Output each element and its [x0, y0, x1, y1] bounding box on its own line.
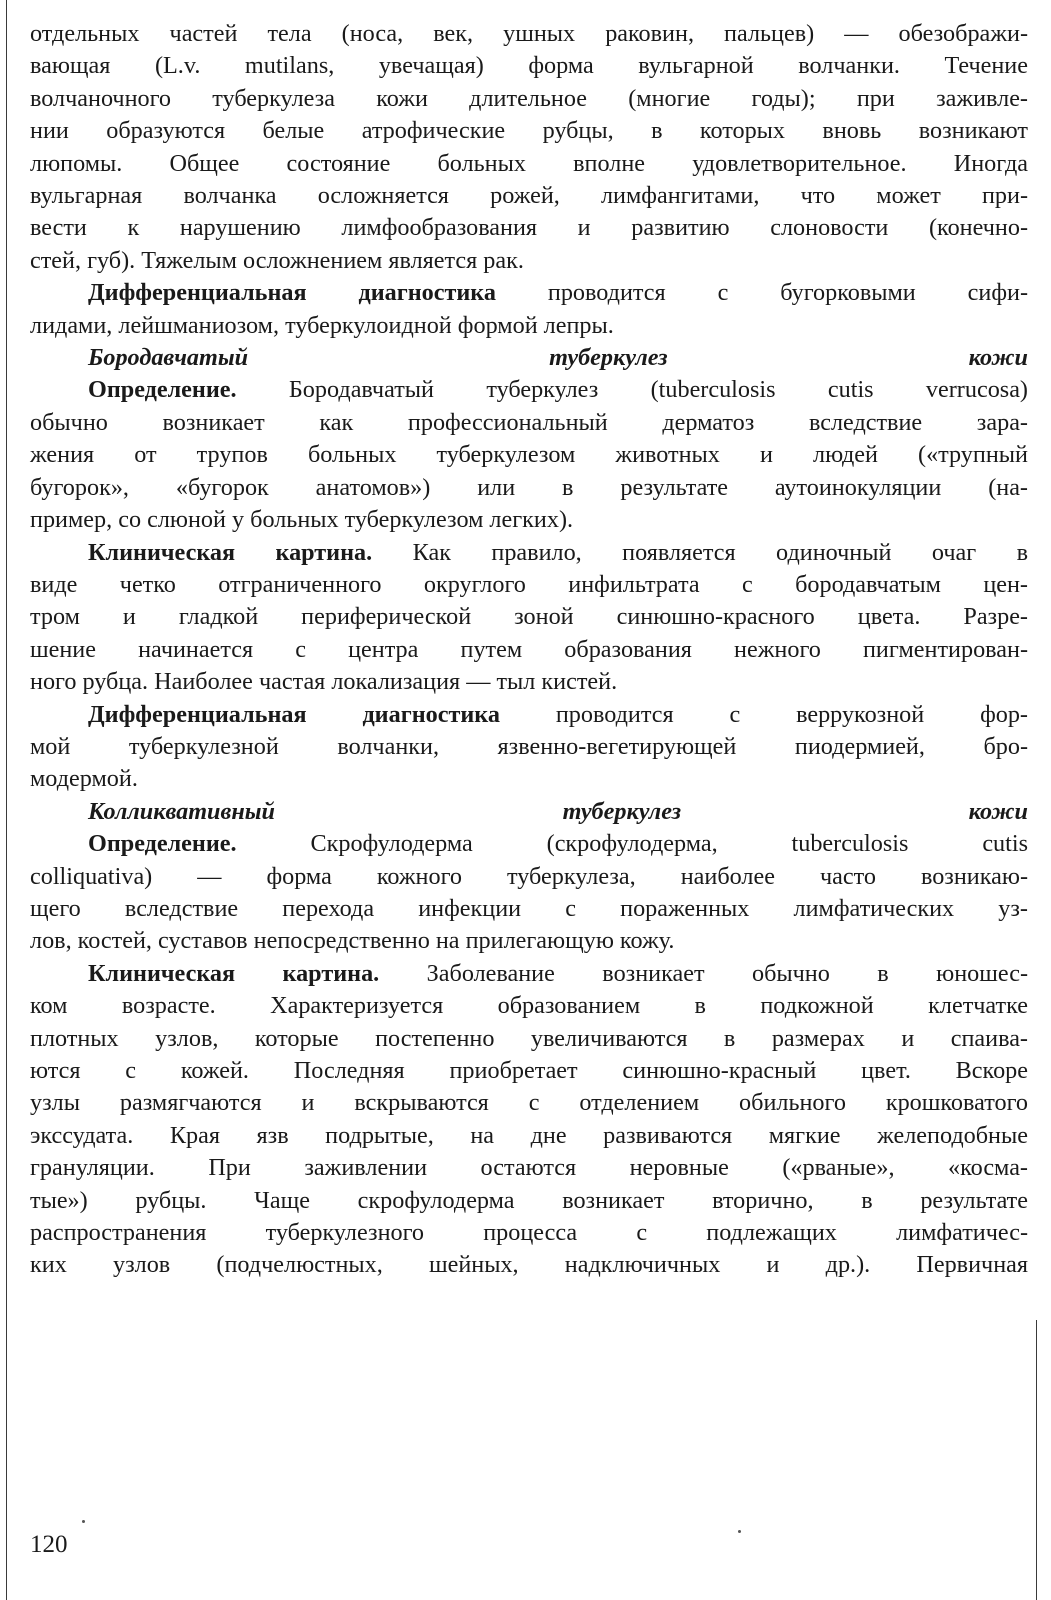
text-line: стей, губ). Тяжелым осложнением является рак. — [30, 246, 524, 274]
text-line: плотных узлов, которые постепенно увеличиваются в размерах и спаива- — [30, 1024, 1028, 1052]
page-left-border — [6, 0, 7, 1600]
text-line: ких узлов (подчелюстных, шейных, надключичных и др.). Первичная — [30, 1251, 1028, 1279]
text-line: щего вследствие перехода инфекции с пораженных лимфатических уз- — [30, 894, 1028, 922]
text-fragment: Как правило, появляется одиночный очаг в — [372, 538, 1028, 566]
paragraph-lead: Клиническая картина. — [88, 538, 373, 566]
text-fragment: проводится с веррукозной фор- — [499, 700, 1028, 728]
page-right-border — [1036, 1320, 1037, 1600]
text-line: нии образуются белые атрофические рубцы, в которых вновь возникают — [30, 117, 1028, 145]
text-line — [30, 537, 1028, 569]
text-line: тром и гладкой периферической зоной синюшно-красного цвета. Разре- — [30, 603, 1028, 631]
paragraph-clinical-colliquative — [30, 958, 1028, 1282]
text-line: жения от трупов больных туберкулезом животных и людей («трупный — [30, 441, 1028, 469]
paragraph-lead: Определение. — [88, 376, 237, 404]
text-fragment: Скрофулодерма (скрофулодерма, tuberculosis cutis — [236, 830, 1028, 858]
text-line — [30, 277, 1028, 309]
text-line: люпомы. Общее состояние больных вполне удовлетворительное. Иногда — [30, 149, 1028, 177]
text-line: шение начинается с центра путем образования нежного пигментирован- — [30, 635, 1028, 663]
text-line: отдельных частей тела (носа, век, ушных раковин, пальцев) — обезображи- — [30, 20, 1028, 47]
text-line: ного рубца. Наиболее частая локализация — тыл кистей. — [30, 668, 618, 696]
text-line: пример, со слюной у больных туберкулезом легких). — [30, 506, 574, 534]
text-line — [30, 699, 1028, 731]
text-line: грануляции. При заживлении остаются неровные («рваные», «косма- — [30, 1154, 1028, 1182]
scan-speck — [82, 1520, 85, 1523]
paragraph-continuation — [30, 18, 1028, 277]
text-fragment: Заболевание возникает обычно в юношес- — [379, 959, 1028, 987]
text-line — [30, 828, 1028, 860]
text-column — [30, 18, 1028, 1282]
paragraph-lead: Дифференциальная диагностика — [88, 700, 500, 728]
text-line — [30, 374, 1028, 406]
section-heading-verrucous: Бородавчатый туберкулез кожи — [88, 344, 1028, 372]
text-line: виде четко отграниченного округлого инфильтрата с бородавчатым цен- — [30, 570, 1028, 598]
section-heading-colliquative: Колликвативный туберкулез кожи — [88, 797, 1028, 825]
text-line: узлы размягчаются и вскрываются с отделением обильного крошковатого — [30, 1089, 1028, 1117]
text-line: ются с кожей. Последняя приобретает синюшно-красный цвет. Вскоре — [30, 1057, 1028, 1084]
text-line: мой туберкулезной волчанки, язвенно-вегетирующей пиодермией, бро- — [30, 732, 1028, 760]
text-line: тые») рубцы. Чаще скрофулодерма возникает вторично, в результате — [30, 1186, 1028, 1214]
text-line: распространения туберкулезного процесса с подлежащих лимфатичес- — [30, 1219, 1028, 1247]
paragraph-differential-lupus — [30, 277, 1028, 342]
paragraph-definition-colliquative — [30, 828, 1028, 958]
text-line: волчаночного туберкулеза кожи длительное (многие годы); при заживле- — [30, 84, 1028, 112]
text-line: бугорок», «бугорок анатомов») или в результате аутоинокуляции (на- — [30, 473, 1028, 501]
text-fragment: проводится с бугорковыми сифи- — [495, 279, 1029, 307]
paragraph-clinical-verrucous — [30, 537, 1028, 699]
paragraph-lead: Клиническая картина. — [88, 959, 380, 987]
text-line: экссудата. Края язв подрытые, на дне развиваются мягкие желеподобные — [30, 1121, 1028, 1149]
text-line: вающая (L.v. mutilans, увечащая) форма вульгарной волчанки. Течение — [30, 52, 1028, 80]
text-line: colliquativa) — форма кожного туберкулеза, наиболее часто возникаю- — [30, 862, 1028, 890]
text-fragment: Бородавчатый туберкулез (tuberculosis cutis verrucosa) — [236, 376, 1028, 404]
text-line: модермой. — [30, 765, 138, 793]
paragraph-definition-verrucous — [30, 374, 1028, 536]
paragraph-lead: Определение. — [88, 830, 237, 858]
text-line: лов, костей, суставов непосредственно на прилегающую кожу. — [30, 927, 675, 955]
text-line: ком возрасте. Характеризуется образованием в подкожной клетчатке — [30, 992, 1028, 1020]
paragraph-differential-verrucous — [30, 699, 1028, 796]
text-line: вести к нарушению лимфообразования и развитию слоновости (конечно- — [30, 214, 1028, 242]
text-line: вульгарная волчанка осложняется рожей, лимфангитами, что может при- — [30, 182, 1028, 210]
page-number: 120 — [30, 1531, 68, 1558]
scan-speck — [738, 1530, 741, 1533]
text-line: обычно возникает как профессиональный дерматоз вследствие зара- — [30, 408, 1028, 436]
text-line — [30, 958, 1028, 990]
text-line: лидами, лейшманиозом, туберкулоидной формой лепры. — [30, 311, 614, 339]
paragraph-lead: Дифференциальная диагностика — [88, 279, 496, 307]
